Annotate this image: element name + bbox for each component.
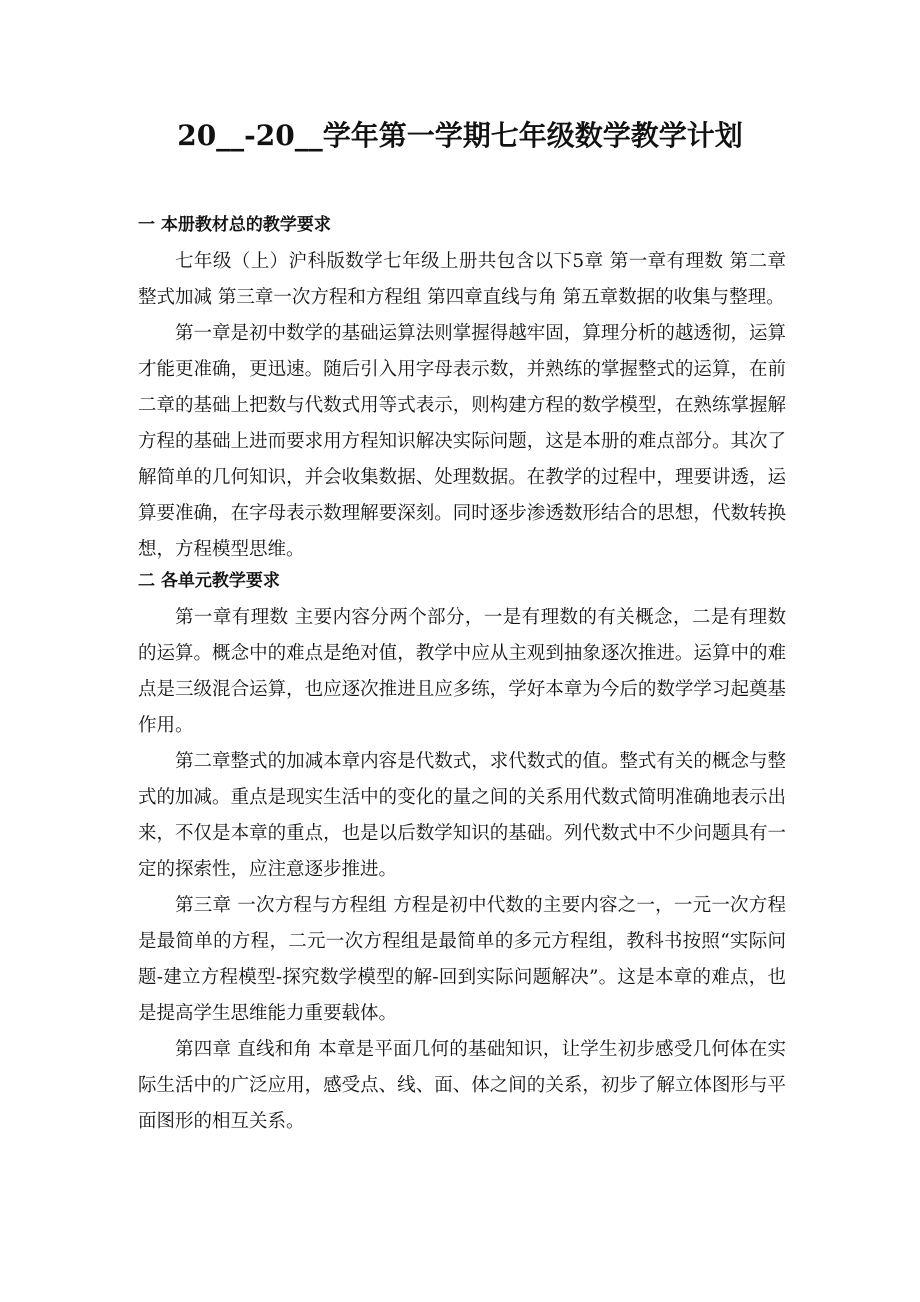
section-heading-2: 二 各单元教学要求 [138,571,280,591]
document-title: 20__-20__学年第一学期七年级数学教学计划 [177,119,743,152]
section-2-paragraph-3: 第三章 一次方程与方程组 方程是初中代数的主要内容之一，一元一次方程是最简单的方程，二元一次方程组是最简单的多元方程组，教科书按照“实际问题-建立方程模型-探究数学模型的解-回到实际问题解决”。这是本章的难点，也是提高学生思维能力重要载体。 [138,895,786,1024]
section-2-paragraph-2: 第二章整式的加减本章内容是代数式，求代数式的值。整式有关的概念与整式的加减。重点是现实生活中的变化的量之间的关系用代数式简明准确地表示出来，不仅是本章的重点，也是以后数学知识的基础。列代数式中不少问题具有一定的探索性，应注意逐步推进。 [138,751,786,880]
section-2-paragraph-4: 第四章 直线和角 本章是平面几何的基础知识，让学生初步感受几何体在实际生活中的广泛应用，感受点、线、面、体之间的关系，初步了解立体图形与平面图形的相互关系。 [138,1039,786,1132]
section-2-paragraph-1: 第一章有理数 主要内容分两个部分，一是有理数的有关概念，二是有理数的运算。概念中的难点是绝对值，教学中应从主观到抽象逐次推进。运算中的难点是三级混合运算，也应逐次推进且应多练，学好本章为今后的数学学习起奠基作用。 [138,607,786,736]
section-1-paragraph-1: 七年级（上）沪科版数学七年级上册共包含以下5章 第一章有理数 第二章整式加减 第三章一次方程和方程组 第四章直线与角 第五章数据的收集与整理。 [138,251,786,308]
section-heading-1: 一 本册教材总的教学要求 [138,215,331,235]
document-body [138,212,786,1140]
section-1-paragraph-2: 第一章是初中数学的基础运算法则掌握得越牢固，算理分析的越透彻，运算才能更准确，更迅速。随后引入用字母表示数，并熟练的掌握整式的运算，在前二章的基础上把数与代数式用等式表示，则构建方程的数学模型，在熟练掌握解方程的基础上进而要求用方程知识解决实际问题，这是本册的难点部分。其次了解简单的几何知识，并会收集数据、处理数据。在教学的过程中，理要讲透，运算要准确，在字母表示数理解要深刻。同时逐步渗透数形结合的思想，代数转换想，方程模型思维。 [138,323,786,560]
